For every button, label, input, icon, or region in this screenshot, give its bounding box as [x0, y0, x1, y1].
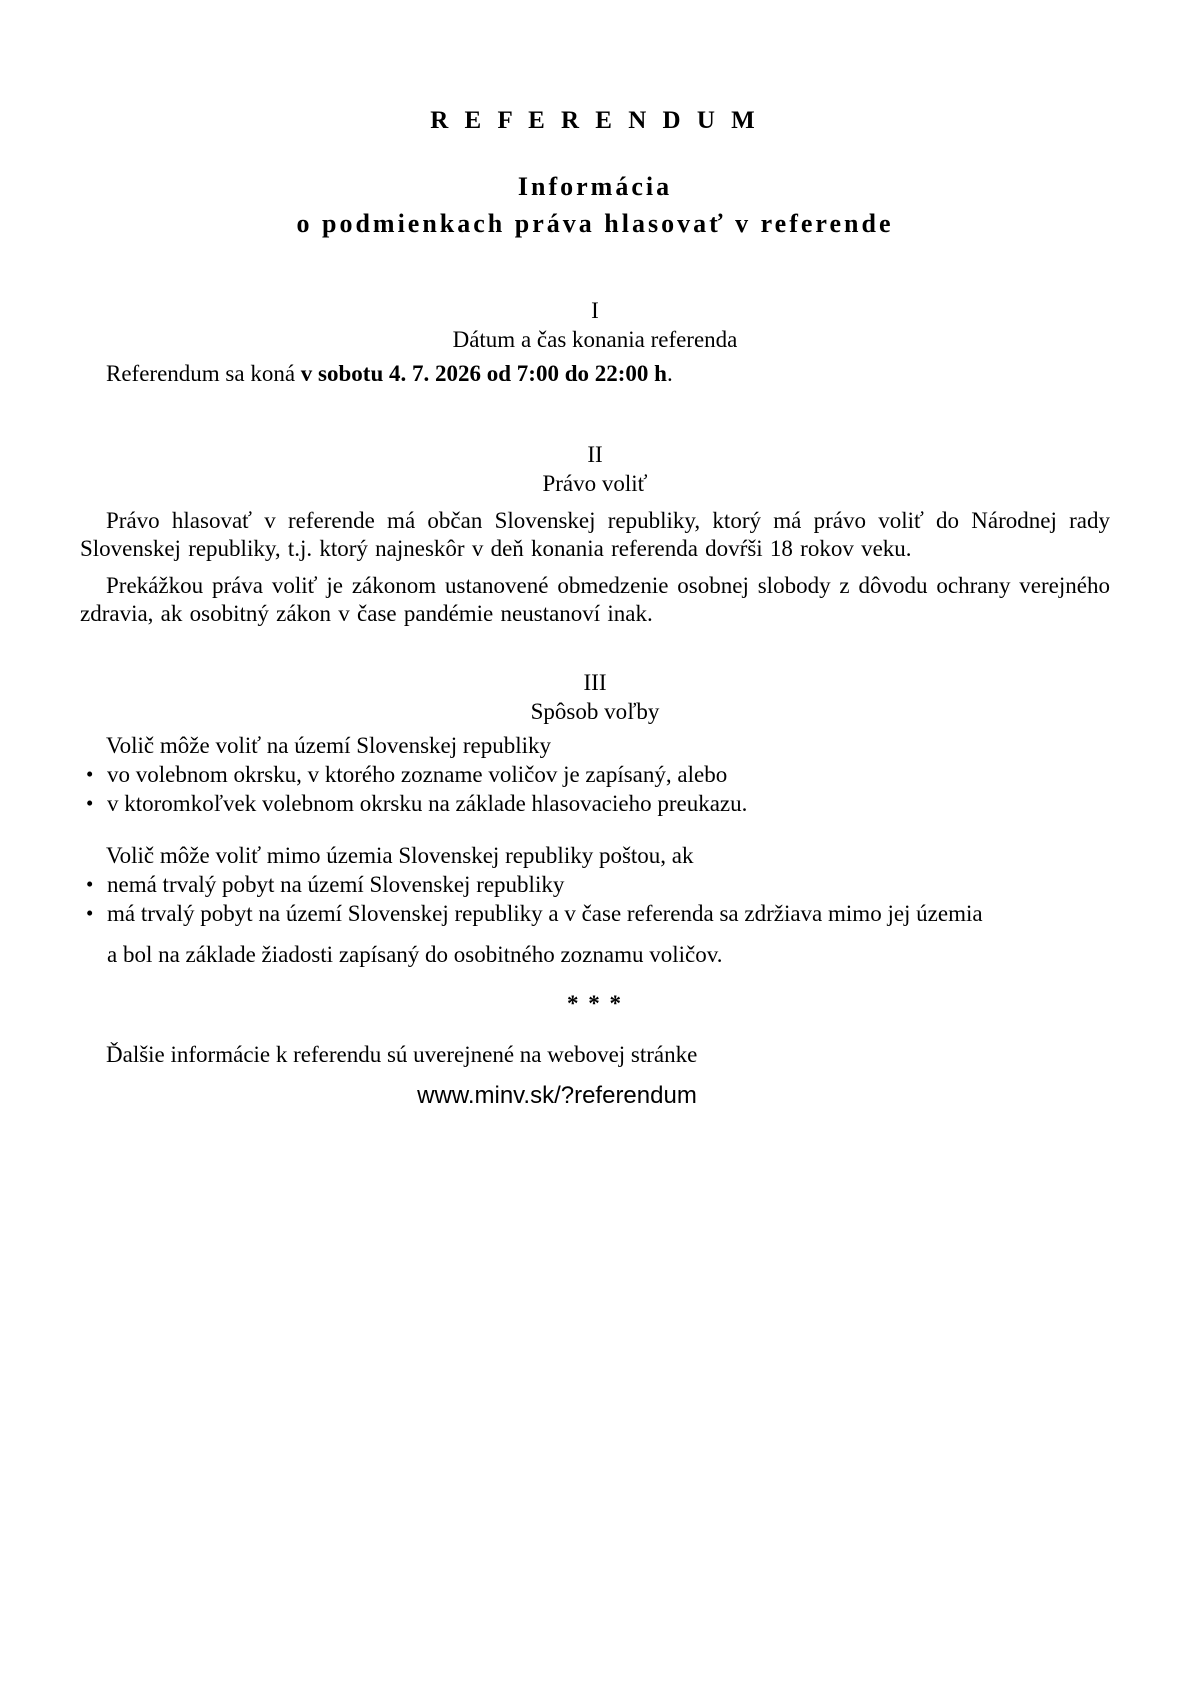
voting-in-country-intro: Volič môže voliť na území Slovenskej republiky	[106, 733, 552, 758]
section-i-heading: Dátum a čas konania referenda	[452, 327, 738, 352]
section-ii	[80, 440, 1110, 628]
asterisk-separator: * * *	[567, 991, 623, 1016]
doc-subtitle-line1: Informácia	[517, 172, 673, 201]
date-paragraph-prefix: Referendum sa koná	[106, 361, 301, 386]
list-item: • v ktoromkoľvek volebnom okrsku na základe hlasovacieho preukazu.	[80, 790, 1110, 818]
website-url: www.minv.sk/?referendum	[417, 1082, 697, 1109]
voting-abroad-list	[80, 871, 1110, 928]
section-ii-head	[80, 440, 1110, 498]
section-i-head	[80, 296, 1110, 354]
list-item: • vo volebnom okrsku, v ktorého zozname voličov je zapísaný, alebo	[80, 761, 1110, 789]
section-ii-numeral: II	[587, 442, 603, 467]
voting-abroad-continuation: a bol na základe žiadosti zapísaný do osobitného zoznamu voličov.	[107, 942, 723, 967]
list-item: • má trvalý pobyt na území Slovenskej republiky a v čase referenda sa zdržiava mimo jej územia	[80, 900, 1110, 928]
section-iii-numeral: III	[583, 670, 607, 695]
footer-note: Ďalšie informácie k referendu sú uverejnené na webovej stránke	[106, 1042, 698, 1067]
list-item: • nemá trvalý pobyt na území Slovenskej republiky	[80, 871, 1110, 899]
voting-in-country-group	[80, 732, 1110, 818]
date-paragraph	[80, 360, 1110, 388]
date-paragraph-suffix: .	[666, 361, 673, 386]
doc-title: R E F E R E N D U M	[430, 107, 760, 134]
section-iii-heading: Spôsob voľby	[530, 699, 660, 724]
doc-subtitle	[80, 168, 1110, 242]
section-ii-heading: Právo voliť	[542, 471, 648, 496]
section-iii	[80, 668, 1110, 969]
voting-abroad-group	[80, 842, 1110, 969]
doc-subtitle-line2: o podmienkach práva hlasovať v referende	[296, 209, 894, 238]
right-to-vote-paragraph-2: Prekážkou práva voliť je zákonom ustanovené obmedzenie osobnej slobody z dôvodu ochrany verejného zdravia, ak osobitný zákon v čase pandémie neustanoví inak.	[80, 573, 1110, 626]
section-i-numeral: I	[591, 298, 599, 323]
section-i	[80, 296, 1110, 388]
voting-in-country-list	[80, 761, 1110, 818]
voting-abroad-intro: Volič môže voliť mimo územia Slovenskej republiky poštou, ak	[106, 843, 694, 868]
right-to-vote-paragraph-1: Právo hlasovať v referende má občan Slovenskej republiky, ktorý má právo voliť do Národnej rady Slovenskej republiky, t.j. ktorý najneskôr v deň konania referenda dovŕši 18 rokov veku.	[80, 508, 1110, 561]
date-paragraph-bold: v sobotu 4. 7. 2026 od 7:00 do 22:00 h	[300, 361, 667, 386]
section-iii-head	[80, 668, 1110, 726]
